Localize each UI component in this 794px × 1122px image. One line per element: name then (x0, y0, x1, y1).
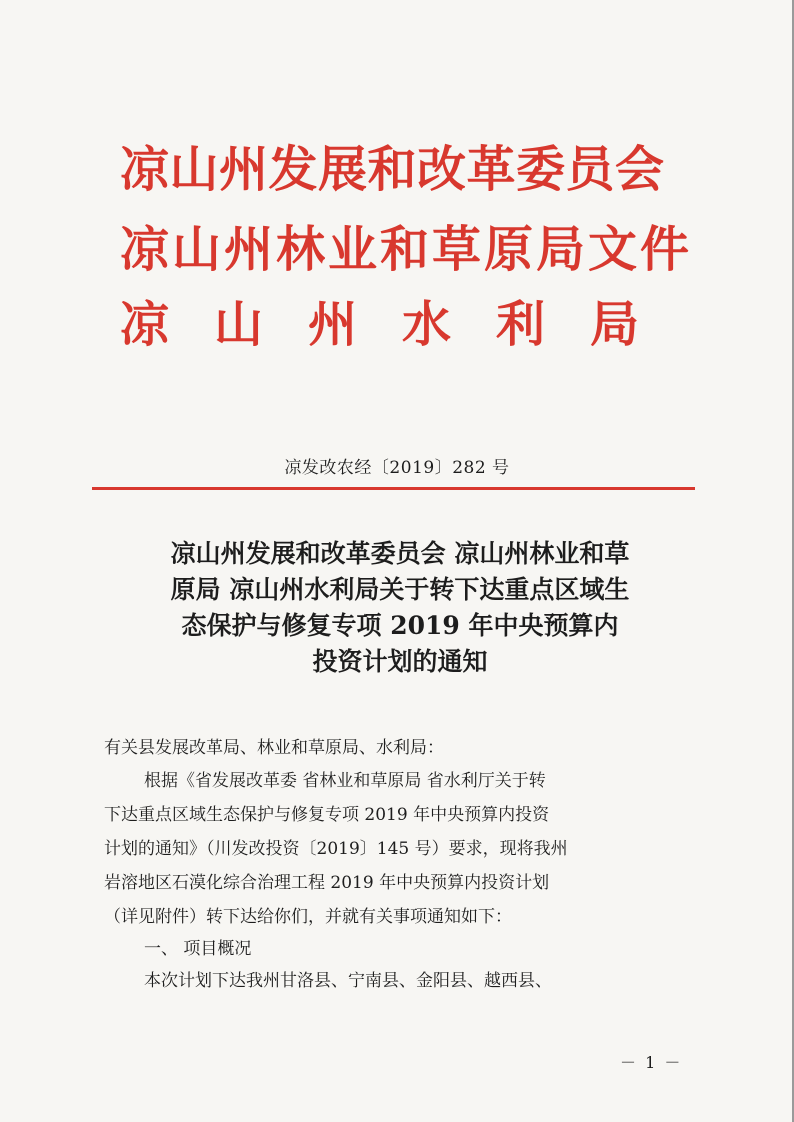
salutation: 有关县发展改革局、林业和草原局、水利局： (104, 738, 444, 758)
body-line: 岩溶地区石漠化综合治理工程 2019 年中央预算内投资计划 (104, 873, 550, 893)
page-number: － 1 － (620, 1053, 683, 1072)
title-line: 原局 凉山州水利局关于转下达重点区域生 (170, 575, 630, 604)
letterhead-line-3: 凉山州水利局 (120, 295, 685, 353)
body-line: 下达重点区域生态保护与修复专项 2019 年中央预算内投资 (104, 805, 550, 825)
body-paragraph (104, 764, 704, 934)
document-title (110, 536, 690, 680)
section-heading: 一、 项目概况 (144, 939, 252, 959)
document-number: 凉发改农经〔2019〕282 号 (284, 458, 510, 478)
title-line: 投资计划的通知 (312, 647, 488, 676)
body-line: （详见附件）转下达给你们，并就有关事项通知如下： (104, 907, 512, 927)
body-line: 计划的通知》（川发改投资〔2019〕145 号）要求，现将我州 (104, 839, 568, 859)
title-line: 凉山州发展和改革委员会 凉山州林业和草 (170, 539, 630, 568)
title-line: 态保护与修复专项 2019 年中央预算内 (181, 611, 619, 640)
body-line: 根据《省发展改革委 省林业和草原局 省水利厅关于转 (144, 771, 546, 791)
section-paragraph: 本次计划下达我州甘洛县、宁南县、金阳县、越西县、 (144, 971, 552, 991)
letterhead-line-2: 凉山州林业和草原局文件 (120, 220, 693, 278)
red-divider-line (92, 487, 695, 490)
letterhead-line-1: 凉山州发展和改革委员会 (120, 140, 665, 198)
